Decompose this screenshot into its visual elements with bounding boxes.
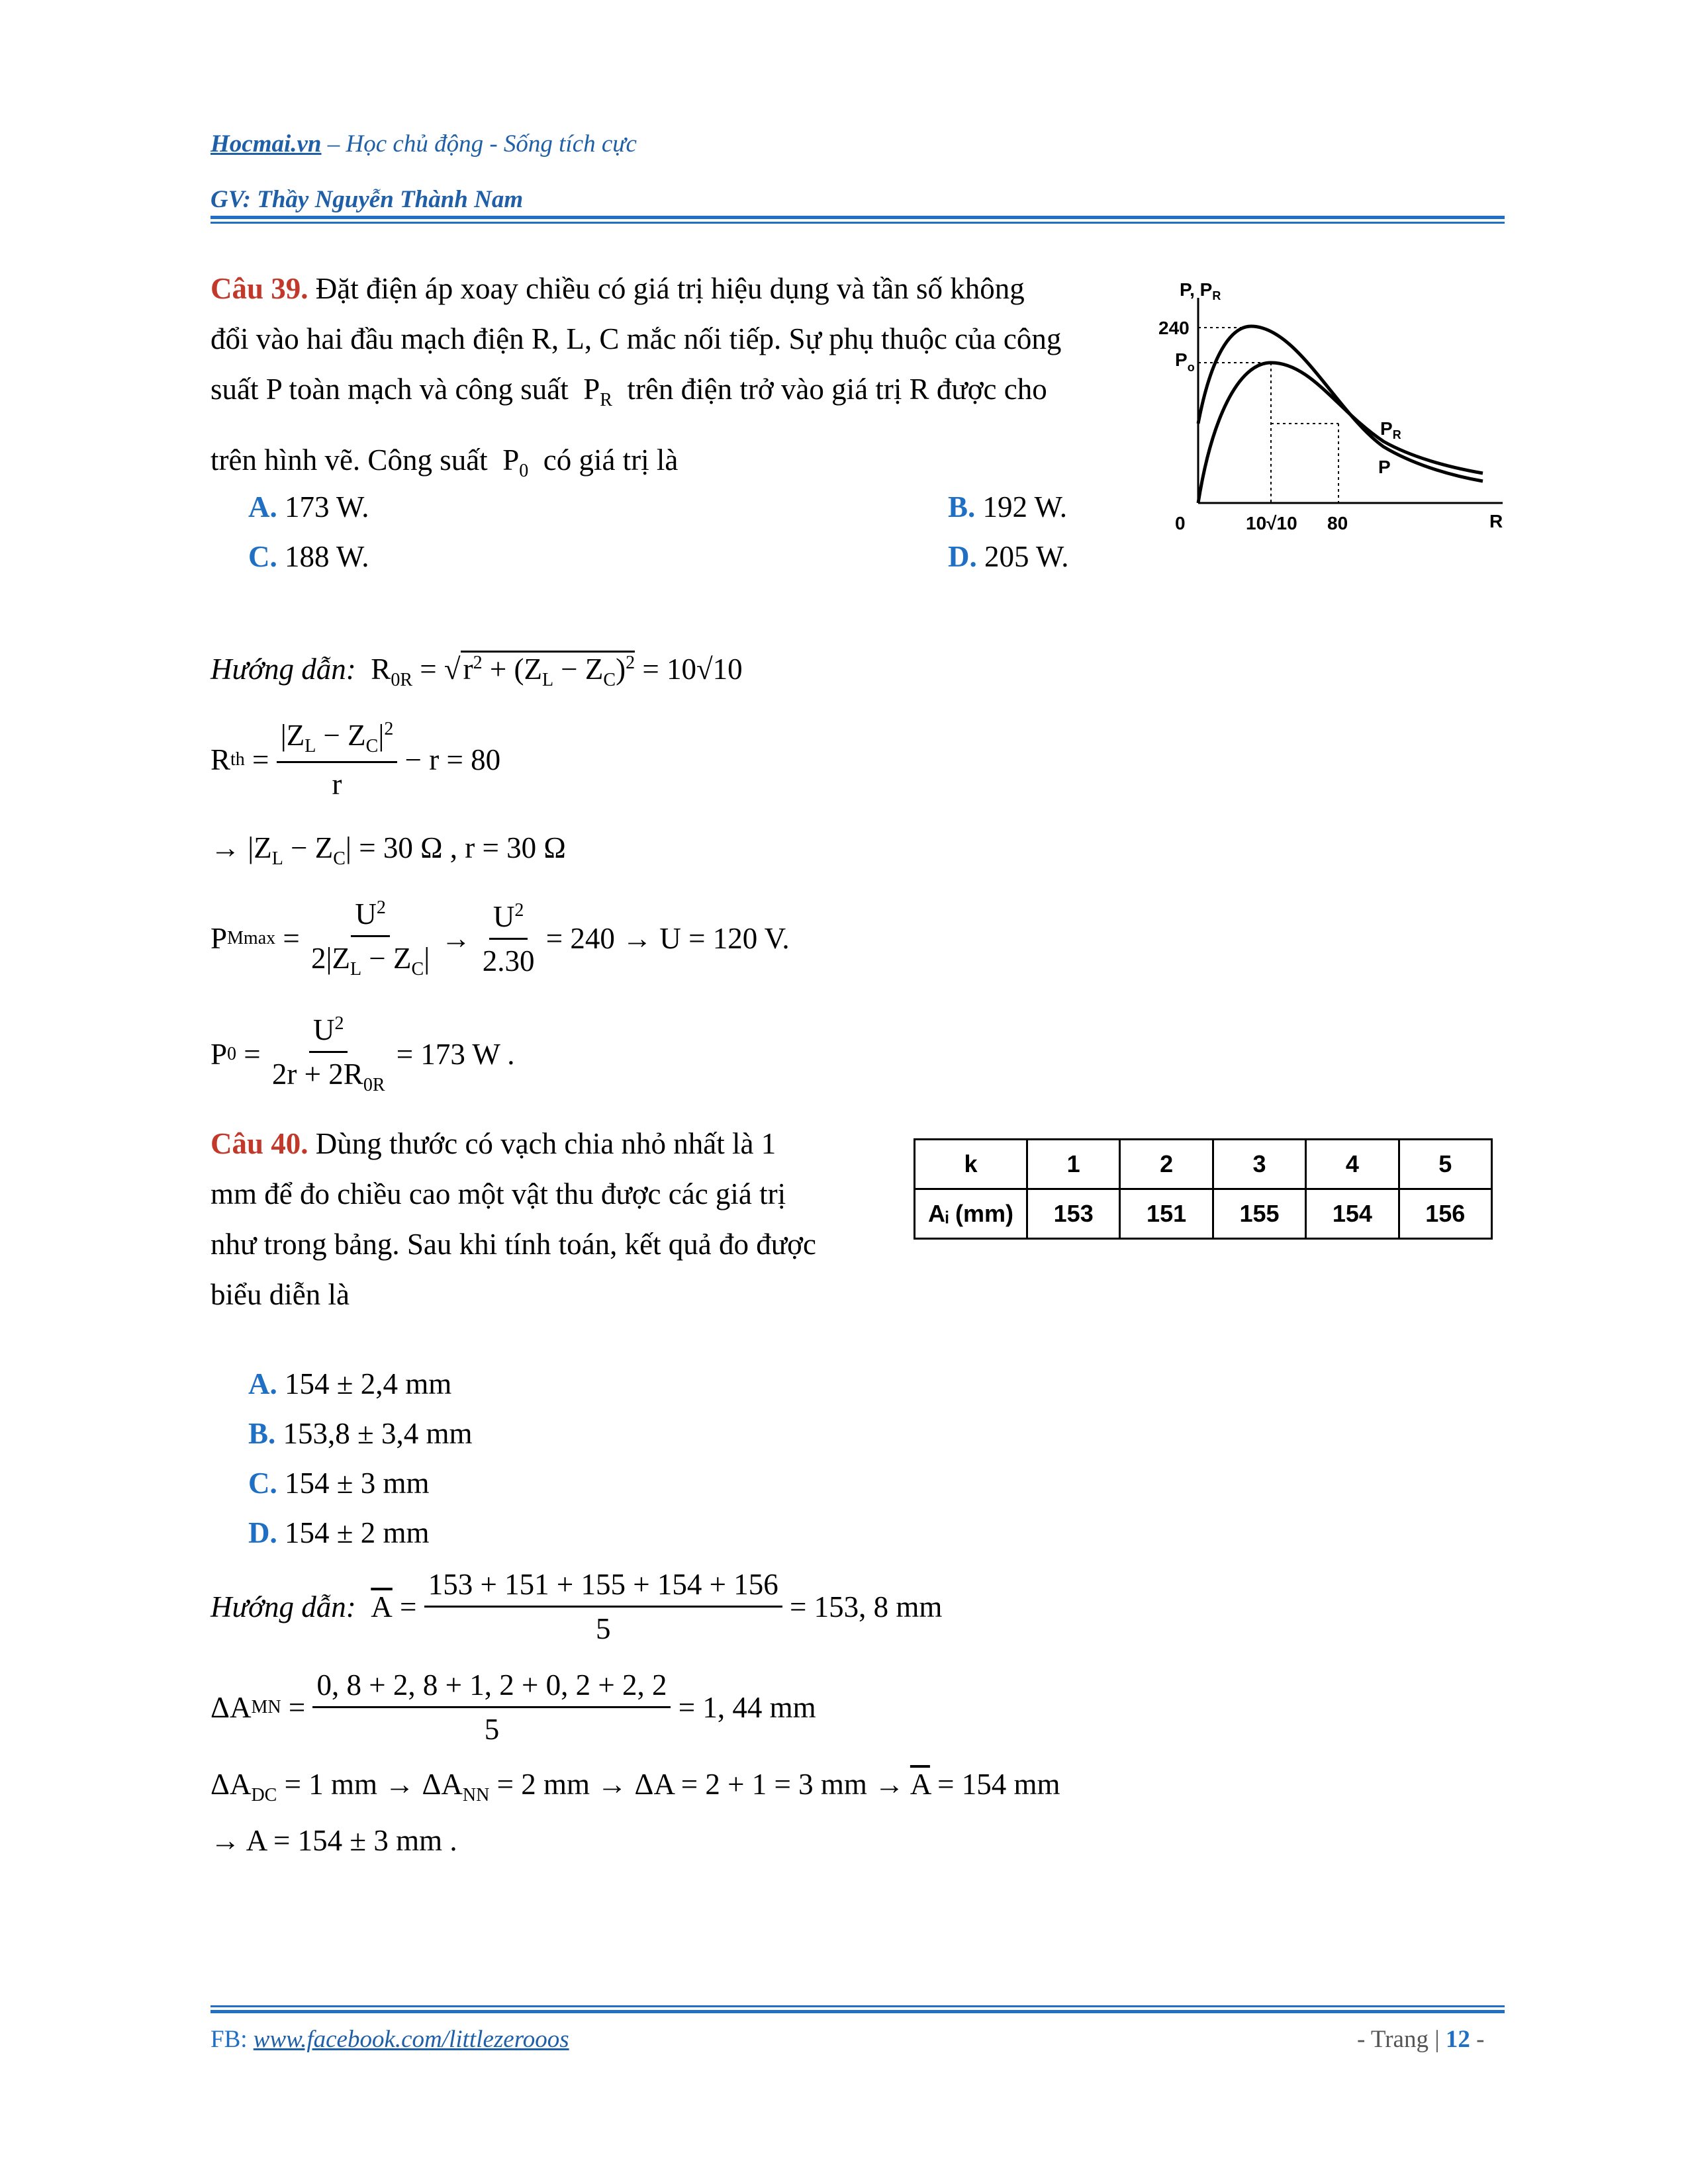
- q39-guide-eq3: → $|Z_L - Z_C| = 30$ Ω , r = 30 Ω: [211, 831, 566, 869]
- table-cell: 156: [1399, 1189, 1491, 1239]
- teacher-name: GV: Thầy Nguyễn Thành Nam: [211, 186, 524, 213]
- x-tick-2: 80: [1327, 513, 1348, 533]
- table-cell: 155: [1213, 1189, 1305, 1239]
- q40-guide-eqB: ΔA MN = $\frac{0, 8 + 2, 8 + 1, 2 + 0, 2 + 2, 2}{5}$ = 1, 44 mm: [211, 1668, 816, 1746]
- header-rule-thick: [211, 216, 1505, 219]
- footer-rule-thick: [211, 2010, 1505, 2013]
- q39-option-c[interactable]: C. 188 W.: [248, 540, 369, 573]
- header-line: [211, 130, 637, 158]
- footer-rule-thin: [211, 2005, 1505, 2007]
- y-axis-label: P, $P_R$: [1180, 279, 1221, 302]
- q39-line4a: trên hình vẽ. Công suất: [211, 443, 488, 477]
- q39-line4b: có giá trị là: [543, 443, 679, 477]
- site-link[interactable]: Hocmai.vn: [211, 130, 322, 158]
- table-cell: 154: [1306, 1189, 1399, 1239]
- q39-guide-eq5: P 0 = $\frac{U^2}{2r + 2R_{0R}}$ = 173 W .: [211, 1013, 515, 1095]
- measurement-table: [914, 1138, 1493, 1240]
- q39-line1: Đặt điện áp xoay chiều có giá trị hiệu dụng và tần số không: [308, 272, 1025, 305]
- table-cell: 2: [1120, 1140, 1213, 1189]
- table-header-k: k: [915, 1140, 1027, 1189]
- table-cell: 151: [1120, 1189, 1213, 1239]
- table-cell: 1: [1027, 1140, 1120, 1189]
- curve-p-label: P: [1378, 457, 1391, 477]
- q39-guide-eq4: P Mmax = $\frac{U^2}{2|Z_L - Z_C|}$ → $\frac{U^2}{2.30}$ = 240 → U = 120 V.: [211, 897, 790, 979]
- tick-p0: $P_o$: [1175, 349, 1195, 374]
- curve-pr: [1198, 363, 1483, 503]
- q40-line2: mm để đo chiều cao một vật thu được các giá trị: [211, 1177, 786, 1210]
- question-40: [211, 1118, 886, 1320]
- q40-guide-eqD: → A = 154 ± 3 mm .: [211, 1824, 457, 1857]
- slogan: – Học chủ động - Sống tích cực: [321, 130, 637, 158]
- curve-pr-label: $P_R$: [1380, 418, 1401, 441]
- q40-line3: như trong bảng. Sau khi tính toán, kết quả đo được: [211, 1228, 816, 1261]
- q40-option-b[interactable]: B. 153,8 ± 3,4 mm: [248, 1417, 473, 1450]
- q40-option-c[interactable]: C. 154 ± 3 mm: [248, 1467, 430, 1500]
- q39-option-a[interactable]: A. 173 W.: [248, 490, 369, 523]
- x-axis-label: R: [1489, 511, 1503, 531]
- footer-fb: [211, 2025, 569, 2054]
- question-39: Câu 39. Đặt điện áp xoay chiều có giá trị hiệu dụng và tần số không đổi vào hai đầu mạch điện R, L, C mắc nối tiếp. Sự phụ thuộc của công suất P toàn mạch và công suất $P_R$ trên điện trở vào giá trị R được cho trên hình vẽ. Công suất $P_0$ có giá trị là: [211, 263, 1137, 496]
- tick-240: 240: [1158, 318, 1190, 338]
- q39-line3b: trên điện trở vào giá trị R được cho: [627, 373, 1047, 406]
- fb-label: FB:: [211, 2026, 254, 2053]
- q39-guide-eq2: R th = $\frac{|Z_L - Z_C|^2}{r}$ − r = 80: [211, 719, 501, 801]
- q39-option-b[interactable]: B. 192 W.: [948, 490, 1068, 523]
- table-cell: 5: [1399, 1140, 1491, 1189]
- q39-line2: đổi vào hai đầu mạch điện R, L, C mắc nối tiếp. Sự phụ thuộc của công: [211, 322, 1062, 355]
- q40-guide-eqA: Hướng dẫn: $\overline{A}$ = $\frac{153 + 151 + 155 + 154 + 156}{5}$ = 153, 8 mm: [211, 1568, 943, 1645]
- fb-link[interactable]: www.facebook.com/littlezerooos: [253, 2026, 569, 2053]
- table-cell: 3: [1213, 1140, 1305, 1189]
- q40-option-d[interactable]: D. 154 ± 2 mm: [248, 1516, 430, 1549]
- q40-line4: biểu diễn là: [211, 1278, 350, 1311]
- table-row: [915, 1140, 1492, 1189]
- q40-guide-eqC: $\Delta A_{DC} = 1$ mm → $\Delta A_{NN} = 2$ mm → ΔA = 2 + 1 = 3 mm → $\overline{A} = 154$ mm: [211, 1768, 1060, 1805]
- q39-guide-eq1: Hướng dẫn: $R_{0R} = √r^2 + (Z_L - Z_C)^2 = 10√10$: [211, 652, 743, 691]
- q40-line1: Dùng thước có vạch chia nhỏ nhất là 1: [308, 1127, 776, 1160]
- power-graph: [1139, 268, 1509, 546]
- question-40-label: Câu 40.: [211, 1127, 308, 1160]
- header-rule-thin: [211, 222, 1505, 224]
- q39-option-d[interactable]: D. 205 W.: [948, 540, 1069, 573]
- table-cell: 4: [1306, 1140, 1399, 1189]
- table-cell: 153: [1027, 1189, 1120, 1239]
- table-row: [915, 1189, 1492, 1239]
- question-39-label: Câu 39.: [211, 272, 308, 305]
- q40-option-a[interactable]: A. 154 ± 2,4 mm: [248, 1367, 452, 1400]
- table-header-ai: Aᵢ (mm): [915, 1189, 1027, 1239]
- origin-label: 0: [1175, 513, 1186, 533]
- q39-line3a: suất P toàn mạch và công suất: [211, 373, 569, 406]
- x-tick-1: 10√10: [1246, 513, 1297, 533]
- page-number: - Trang | 12 -: [1357, 2026, 1485, 2053]
